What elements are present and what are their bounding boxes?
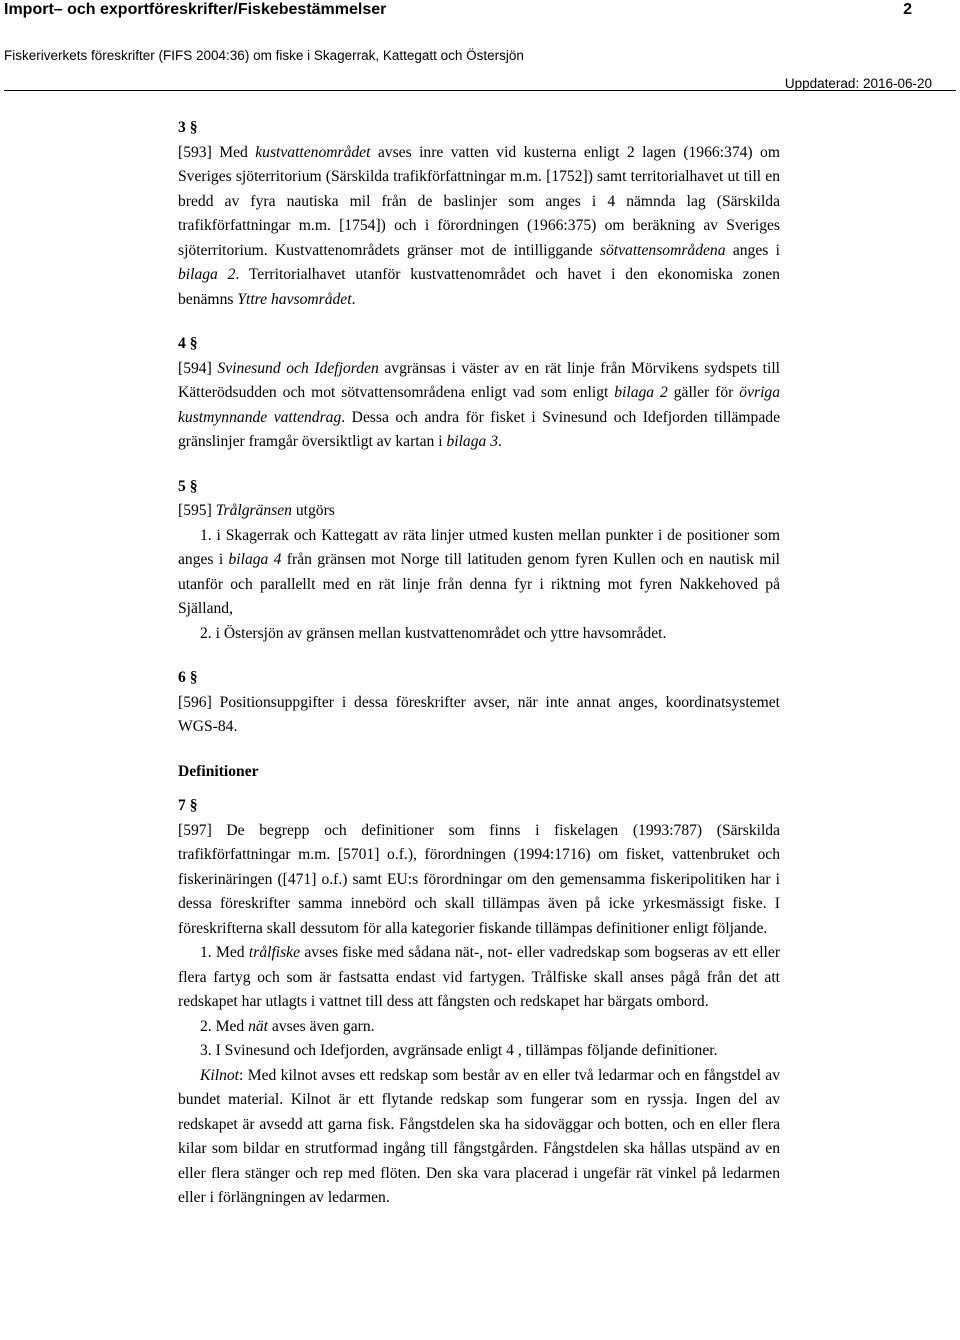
section-number [178,332,780,357]
section-4 [178,332,780,455]
section-number-value: 4 [178,335,186,352]
paragraph-sign: § [189,119,198,136]
definition-item [178,941,780,1015]
document-title: Import– och exportföreskrifter/Fiskebestämmelser [4,1,387,18]
paragraph-sign: § [189,477,198,495]
section-6 [178,666,780,740]
paragraph-sign: § [189,669,198,686]
document-subtitle: Fiskeriverkets föreskrifter (FIFS 2004:36) om fiske i Skagerrak, Kattegatt och Östersjön [4,48,524,63]
text-run: . Territorialhavet utanför kustvattenområdet och havet i den ekonomiska zonen benämns [178,266,780,308]
text-run: [595] [178,502,216,519]
text-run: [594] [178,359,218,377]
section-number-value: 5 [178,477,186,495]
text-run: avses fiske med sådana nät-, not- eller vadredskap som bogseras av ett eller flera fartyg och som är fastsatta endast vid fartygen. Trålfiske skall anses pågå från det att redskapet har utlagts i vattnet till dess att fångsten och redskapet har bärgats ombord. [178,944,781,1010]
definitions-heading: Definitioner [178,762,259,780]
list-item [178,524,780,622]
section-text [178,141,780,313]
section-number-value: 3 [178,119,186,136]
text-run: avgränsas i väster av en rät linje från Mörvikens sydspets till Kätterödsudden och mot sötvattensområdena enligt vad som enligt [178,359,780,401]
term-emphasis: sötvattensområdena [599,241,726,259]
term-emphasis: kustvattenområdet [255,143,371,161]
text-run: utgörs [291,502,335,519]
list-item: 2. i Östersjön av gränsen mellan kustvattenområdet och yttre havsområdet. [200,624,667,642]
definition-item: 3. I Svinesund och Idefjorden, avgränsade enligt 4 , tillämpas följande definitioner. [200,1042,718,1059]
section-number [178,666,780,691]
text-run: . [498,433,502,450]
header-divider [4,90,956,91]
term-emphasis: Yttre havsområdet [237,290,352,308]
text-run: avses inre vatten vid kusterna enligt 2 lagen (1966:374) om Sveriges sjöterritorium (Särskilda trafikförfattningar m.m. [1752]) samt territorialhavet ut till en bredd av fyra nautiska mil från de baslinjer som anges i 4 nämnda lag (Särskilda trafikförfattningar m.m. [1754]) och i förordningen (1966:375) om beräkning av Sveriges sjöterritorium. Kustvattenområdets gränser mot de intilliggande [178,143,780,259]
term-emphasis: Kilnot [200,1066,239,1084]
text-run: från gränsen mot Norge till latituden genom fyren Kullen och en nautisk mil utanför och parallellt med en rät linje från denna fyr i riktning mot fyren Nakkehoved på Själland, [178,551,780,617]
text-run: 1. i Skagerrak och Kattegatt av räta linjer utmed kusten mellan punkter i de positioner som anges i [178,526,780,568]
section-text: [597] De begrepp och definitioner som finns i fiskelagen (1993:787) (Särskilda trafikförfattningar m.m. [5701] o.f.), förordningen (1994:1716) om fisket, vattenbruket och fiskerinäringen ([471] o.f.) samt EU:s förordningar om den gemensamma fiskeripolitiken har i dessa föreskrifter samma innebörd och skall tillämpas även på icke yrkesmässigt fiske. I föreskrifterna skall dessutom för alla kategorier fiskande tillämpas definitioner enligt följande. [178,821,780,937]
text-run: avses även garn. [268,1017,375,1035]
term-emphasis: bilaga 2 [614,384,668,401]
section-7 [178,794,780,1211]
section-text [178,357,780,455]
paragraph-sign: § [189,797,198,814]
document-body [178,116,780,1231]
term-emphasis: Trålgränsen [215,502,292,519]
paragraph-sign: § [189,335,198,352]
text-run: . [351,290,356,308]
header-top-line [0,0,960,20]
text-run: gäller för [667,384,740,401]
page-header [0,0,960,94]
term-emphasis: nät [248,1017,269,1035]
text-run: : Med kilnot avses ett redskap som består av en eller två ledarmar och en fångstdel av bundet material. Kilnot är ett flytande redskap som fungerar som en ryssja. Ingen del av redskapet är avsedd att garna fisk. Fångstdelen ska ha sidoväggar och botten, och en eller flera kilar som bildar en strutformad ingång till fångstgården. Fångstdelen ska hållas utspänd av en eller flera stänger och rep med flöten. Den ska vara placerad i ungefär rät vinkel på ledarmen eller i förlängningen av ledarmen. [178,1066,780,1206]
section-text [178,499,780,524]
term-emphasis: bilaga 2 [178,266,236,283]
term-emphasis: trålfiske [248,944,301,961]
term-emphasis: bilaga 3 [446,433,499,450]
page-number: 2 [903,1,912,18]
section-3 [178,116,780,312]
definition-item [178,1064,780,1211]
updated-date: Uppdaterad: 2016-06-20 [784,76,932,91]
text-run: 1. Med [200,944,249,961]
section-number [178,475,780,500]
definition-item [178,1015,780,1040]
section-number-value: 7 [178,797,186,814]
text-run: anges i [725,241,780,259]
section-text: [596] Positionsuppgifter i dessa föreskrifter avser, när inte annat anges, koordinatsystemet WGS-84. [178,693,780,735]
term-emphasis: Svinesund och Idefjorden [217,359,379,377]
term-emphasis: övriga kustmynnande vattendrag [178,384,780,426]
section-number [178,116,780,141]
term-emphasis: bilaga 4 [228,551,282,568]
section-number [178,794,780,819]
text-run: . Dessa och andra för fisket i Svinesund och Idefjorden tillämpade gränslinjer framgår översiktligt av kartan i [178,408,780,450]
text-run: [593] Med [178,143,256,161]
text-run: 2. Med [200,1017,249,1035]
section-number-value: 6 [178,669,186,686]
section-5 [178,475,780,647]
